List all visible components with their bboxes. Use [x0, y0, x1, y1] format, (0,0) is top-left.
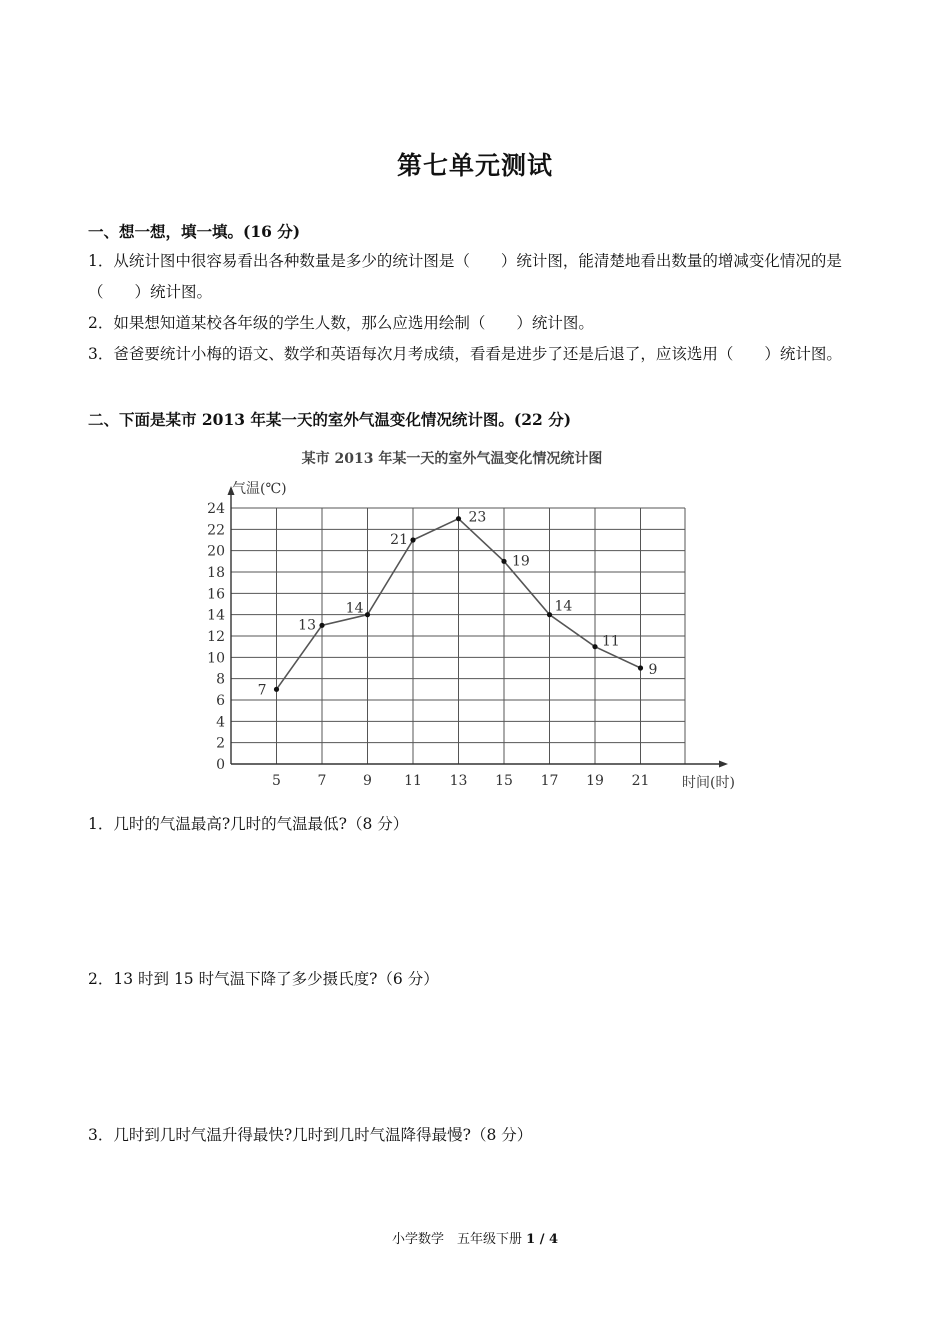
y-tick-label: 18: [207, 565, 225, 581]
page-footer: [0, 1228, 950, 1247]
x-axis-label: 时间(时): [682, 775, 735, 791]
y-tick-label: 20: [207, 543, 225, 560]
data-label: 9: [648, 662, 658, 678]
data-point: [547, 612, 552, 617]
question-1-2: 2．如果想知道某校各年级的学生人数，那么应选用绘制（ ）统计图。: [88, 314, 594, 332]
question-2-1: 1．几时的气温最高?几时的气温最低?（8 分）: [88, 815, 409, 833]
y-tick-label: 0: [216, 757, 225, 773]
x-tick-label: 13: [449, 773, 468, 789]
y-tick-label: 16: [207, 586, 225, 603]
x-tick-label: 15: [495, 773, 513, 789]
y-tick-label: 12: [207, 629, 225, 645]
x-tick-label: 21: [631, 773, 650, 789]
y-tick-label: 22: [207, 522, 225, 539]
x-axis-arrow: [719, 761, 728, 768]
data-label: 11: [602, 633, 620, 650]
data-point: [365, 612, 370, 617]
y-tick-label: 14: [207, 607, 225, 624]
data-point: [592, 644, 597, 649]
data-label: 14: [554, 598, 573, 615]
y-tick-label: 2: [216, 735, 225, 752]
x-tick-label: 9: [363, 773, 372, 789]
x-tick-label: 19: [586, 773, 604, 789]
data-point: [319, 623, 324, 628]
data-point: [501, 559, 506, 564]
x-tick-label: 7: [317, 773, 327, 789]
data-label: 21: [390, 532, 408, 548]
data-label: 14: [345, 600, 364, 617]
data-label: 23: [468, 509, 487, 526]
data-label: 19: [512, 553, 530, 570]
y-tick-label: 8: [216, 671, 225, 688]
data-point: [456, 516, 461, 521]
data-labels: [258, 510, 658, 699]
x-tick-labels: [272, 773, 649, 789]
x-tick-label: 5: [272, 773, 281, 789]
question-1-3: 3．爸爸要统计小梅的语文、数学和英语每次月考成绩，看看是进步了还是后退了，应该选用（ ）统计图。: [88, 345, 842, 363]
y-axis-label: 气温(℃): [232, 481, 287, 497]
x-tick-label: 11: [404, 773, 422, 789]
temperature-line-chart: [190, 440, 770, 800]
y-tick-label: 24: [207, 501, 225, 517]
x-tick-label: 17: [540, 773, 559, 789]
y-tick-label: 4: [216, 714, 225, 731]
y-tick-label: 10: [207, 650, 225, 667]
y-tick-labels: [207, 501, 225, 773]
question-1-1: 1．从统计图中很容易看出各种数量是多少的统计图是（ ）统计图，能清楚地看出数量的增减变化情况的是（ ）统计图。: [88, 252, 842, 301]
y-tick-label: 6: [216, 693, 225, 709]
page-number: 1 / 4: [526, 1232, 559, 1247]
section-2-heading: 二、下面是某市 2013 年某一天的室外气温变化情况统计图。(22 分): [88, 410, 572, 429]
data-label: 13: [298, 617, 316, 634]
section-1-heading: 一、想一想，填一填。(16 分): [88, 222, 301, 241]
data-point: [410, 537, 415, 542]
chart-title: 某市 2013 年某一天的室外气温变化情况统计图: [301, 451, 603, 467]
data-point: [638, 665, 643, 670]
data-label: 7: [257, 682, 267, 699]
question-2-2: 2．13 时到 15 时气温下降了多少摄氏度?（6 分）: [88, 970, 439, 988]
data-point: [274, 687, 279, 692]
footer-text: 小学数学 五年级下册: [391, 1232, 522, 1247]
question-2-3: 3．几时到几时气温升得最快?几时到几时气温降得最慢?（8 分）: [88, 1126, 533, 1144]
page-title: 第七单元测试: [396, 151, 553, 180]
